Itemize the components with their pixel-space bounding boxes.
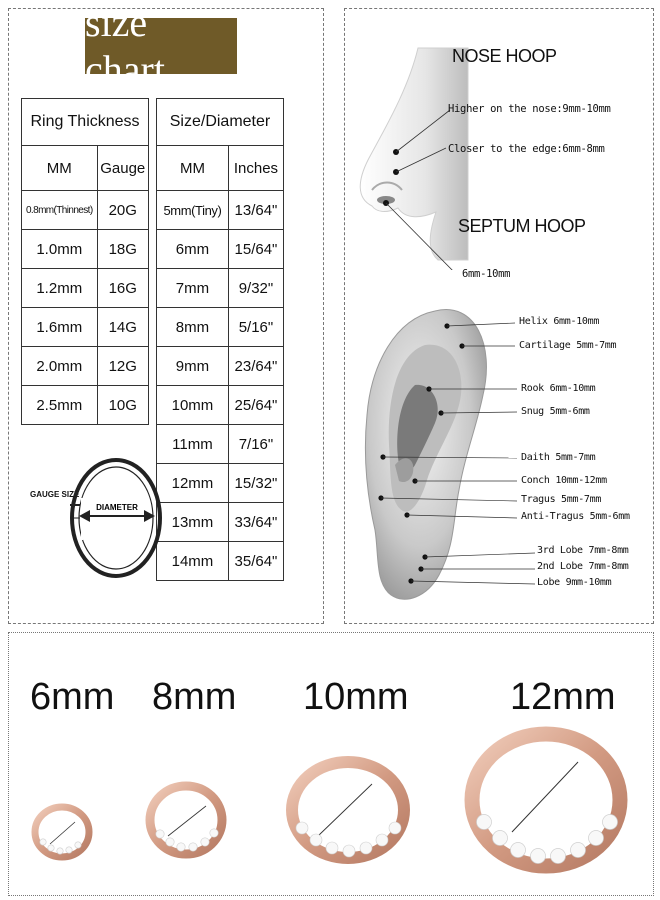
table-cell: 15/64" (228, 230, 283, 269)
ring-thickness-table (21, 98, 149, 425)
table-cell: 13/64" (228, 191, 283, 230)
column-header: MM (22, 146, 98, 191)
table-cell: 10mm (157, 386, 229, 425)
ear-callout-tragus: Tragus 5mm-7mm (521, 494, 602, 505)
septum-hoop-title: SEPTUM HOOP (458, 216, 586, 236)
table-cell: 6mm (157, 230, 229, 269)
ear-callout-conch: Conch 10mm-12mm (521, 475, 607, 486)
hoop-10mm-icon (292, 762, 404, 858)
table-cell: 7/16" (228, 425, 283, 464)
ear-callout-anti-tragus: Anti-Tragus 5mm-6mm (521, 511, 630, 522)
septum-callout: 6mm-10mm (462, 268, 511, 280)
hoop-6mm-icon (35, 807, 89, 857)
table-cell: 5mm(Tiny) (157, 191, 229, 230)
column-header: MM (157, 146, 229, 191)
table-cell: 13mm (157, 503, 229, 542)
diameter-label: DIAMETER (96, 503, 138, 512)
ear-callout-3rd-lobe: 3rd Lobe 7mm-8mm (537, 545, 629, 556)
chart-title: size chart (85, 18, 237, 74)
table-cell: 2.0mm (22, 347, 98, 386)
hoop-comparison-graphic (0, 720, 660, 900)
table-cell: 18G (97, 230, 148, 269)
table-cell: 9mm (157, 347, 229, 386)
table-cell: 7mm (157, 269, 229, 308)
table-cell: 16G (97, 269, 148, 308)
table-cell: 1.2mm (22, 269, 98, 308)
nose-illustration (350, 40, 470, 270)
ear-callout-snug: Snug 5mm-6mm (521, 406, 590, 417)
table-cell: 9/32" (228, 269, 283, 308)
table-cell: 10G (97, 386, 148, 425)
size-diameter-table (156, 98, 284, 581)
hoop-size-label: 8mm (152, 676, 237, 718)
column-header: Inches (228, 146, 283, 191)
table-cell: 5/16" (228, 308, 283, 347)
table-cell: 12mm (157, 464, 229, 503)
table-cell: 1.6mm (22, 308, 98, 347)
nose-closer-callout: Closer to the edge:6mm-8mm (448, 143, 605, 155)
table-cell: 0.8mm(Thinnest) (22, 191, 98, 230)
table-cell: 23/64" (228, 347, 283, 386)
hoop-size-label: 12mm (510, 676, 616, 718)
ear-callout-daith: Daith 5mm-7mm (521, 452, 596, 463)
ear-callout-rook: Rook 6mm-10mm (521, 383, 596, 394)
table-cell: 35/64" (228, 542, 283, 581)
hoop-size-label: 10mm (303, 676, 409, 718)
table-cell: 33/64" (228, 503, 283, 542)
hoop-size-label: 6mm (30, 676, 115, 718)
ear-callout-cartilage: Cartilage 5mm-7mm (519, 340, 617, 351)
table-cell: 14mm (157, 542, 229, 581)
table-cell: 20G (97, 191, 148, 230)
ring-gauge-diagram (60, 450, 170, 590)
hoop-8mm-icon (150, 786, 222, 854)
table-cell: 15/32" (228, 464, 283, 503)
ear-callout-2nd-lobe: 2nd Lobe 7mm-8mm (537, 561, 629, 572)
nose-higher-callout: Higher on the nose:9mm-10mm (448, 103, 611, 115)
ear-callout-lobe: Lobe 9mm-10mm (537, 577, 612, 588)
hoop-12mm-icon (472, 734, 620, 866)
table-header: Size/Diameter (157, 99, 284, 146)
table-cell: 12G (97, 347, 148, 386)
table-cell: 11mm (157, 425, 229, 464)
table-cell: 8mm (157, 308, 229, 347)
ear-callout-helix: Helix 6mm-10mm (519, 316, 600, 327)
table-cell: 1.0mm (22, 230, 98, 269)
nose-hoop-title: NOSE HOOP (452, 46, 557, 66)
table-cell: 25/64" (228, 386, 283, 425)
table-cell: 2.5mm (22, 386, 98, 425)
column-header: Gauge (97, 146, 148, 191)
table-header: Ring Thickness (22, 99, 149, 146)
gauge-size-label: GAUGE SIZE (30, 490, 80, 499)
table-cell: 14G (97, 308, 148, 347)
